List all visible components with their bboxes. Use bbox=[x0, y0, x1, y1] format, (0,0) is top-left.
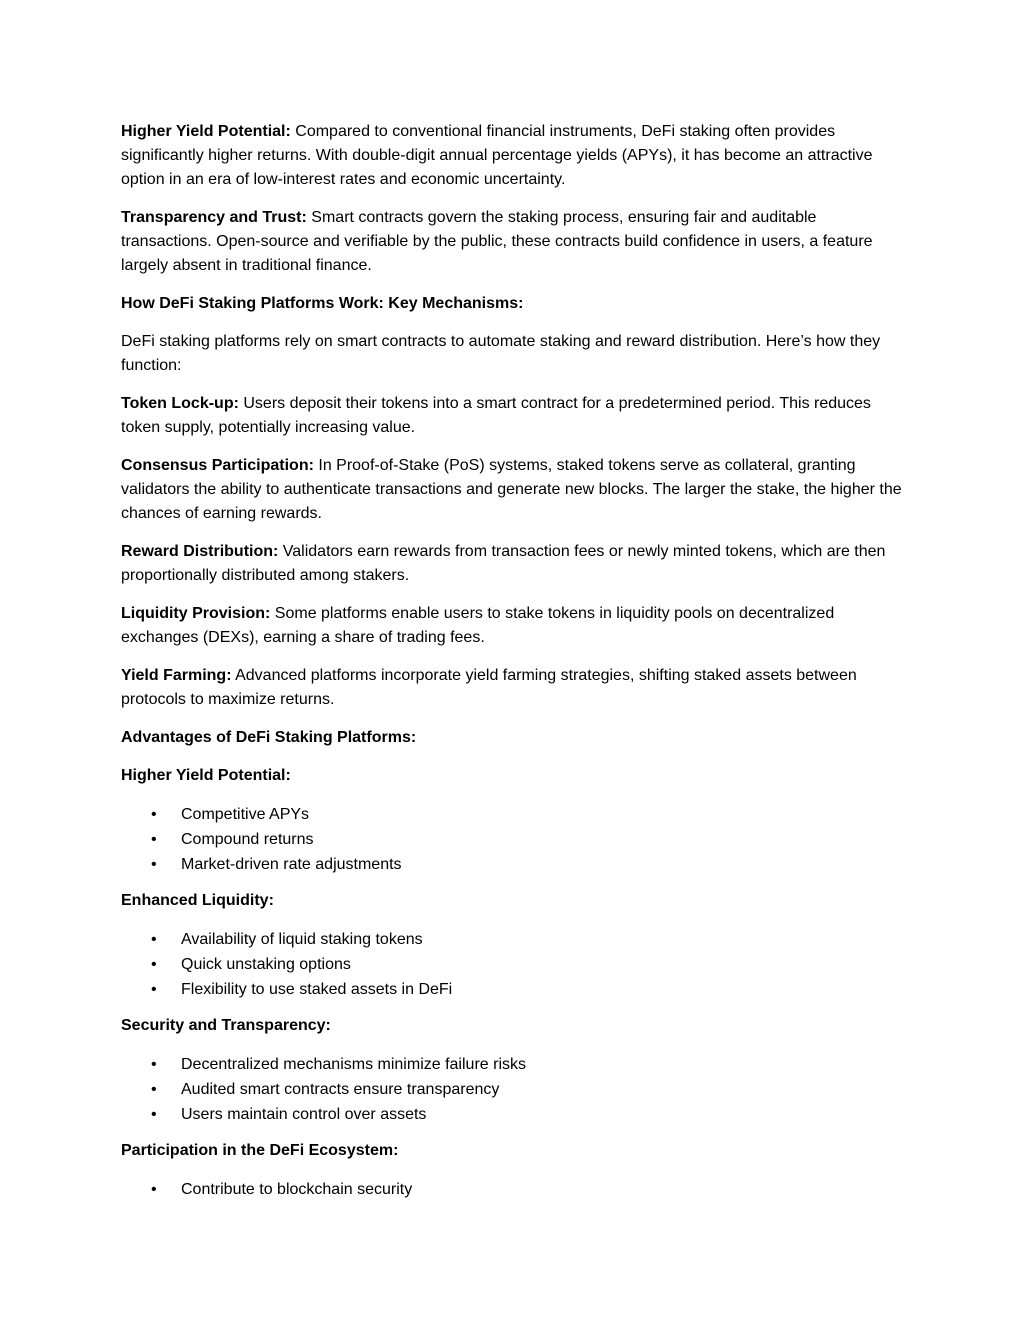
section-heading-how-it-works: How DeFi Staking Platforms Work: Key Mechanisms: bbox=[121, 295, 524, 312]
bullet-list-higher-yield bbox=[121, 802, 908, 877]
list-item-text: Quick unstaking options bbox=[181, 956, 351, 973]
subheading-defi-participation: Participation in the DeFi Ecosystem: bbox=[121, 1142, 399, 1159]
paragraph-label: Transparency and Trust: bbox=[121, 209, 307, 226]
paragraph-label: Reward Distribution: bbox=[121, 543, 279, 560]
bullet-list-enhanced-liquidity bbox=[121, 927, 908, 1002]
paragraph-text: Users deposit their tokens into a smart contract for a predetermined period. This reduces token supply, potentially increasing value. bbox=[121, 395, 871, 436]
list-item-text: Flexibility to use staked assets in DeFi bbox=[181, 981, 453, 998]
list-item-text: Competitive APYs bbox=[181, 806, 310, 823]
paragraph-reward-distribution bbox=[121, 540, 908, 588]
list-item bbox=[121, 1077, 908, 1102]
paragraph-text: In Proof-of-Stake (PoS) systems, staked tokens serve as collateral, granting validators the ability to authenticate transactions and generate new blocks. The larger the stake, the higher the chances of earning rewards. bbox=[121, 457, 902, 522]
bullet-icon: • bbox=[151, 1056, 157, 1073]
paragraph-text: Advanced platforms incorporate yield farming strategies, shifting staked assets between protocols to maximize returns. bbox=[121, 667, 857, 708]
bullet-icon: • bbox=[151, 981, 157, 998]
paragraph-text: Validators earn rewards from transaction fees or newly minted tokens, which are then proportionally distributed among stakers. bbox=[121, 543, 886, 584]
bullet-icon: • bbox=[151, 856, 157, 873]
list-item-text: Availability of liquid staking tokens bbox=[181, 931, 423, 948]
subheading-higher-yield: Higher Yield Potential: bbox=[121, 767, 291, 784]
bullet-list-defi-participation bbox=[121, 1177, 908, 1202]
list-item bbox=[121, 827, 908, 852]
paragraph-yield-farming bbox=[121, 664, 908, 712]
paragraph-consensus bbox=[121, 454, 908, 526]
paragraph-liquidity-provision bbox=[121, 602, 908, 650]
list-item bbox=[121, 1052, 908, 1077]
list-item bbox=[121, 802, 908, 827]
bullet-icon: • bbox=[151, 806, 157, 823]
list-item bbox=[121, 927, 908, 952]
list-item-text: Decentralized mechanisms minimize failure risks bbox=[181, 1056, 526, 1073]
paragraph-text: Smart contracts govern the staking process, ensuring fair and auditable transactions. Open-source and verifiable by the public, these contracts build confidence in users, a feature largely absent in traditional finance. bbox=[121, 209, 873, 274]
bullet-icon: • bbox=[151, 1081, 157, 1098]
bullet-icon: • bbox=[151, 956, 157, 973]
bullet-icon: • bbox=[151, 1106, 157, 1123]
bullet-icon: • bbox=[151, 1181, 157, 1198]
paragraph-transparency bbox=[121, 206, 908, 278]
paragraph-text: Some platforms enable users to stake tokens in liquidity pools on decentralized exchanges (DEXs), earning a share of trading fees. bbox=[121, 605, 835, 646]
bullet-icon: • bbox=[151, 931, 157, 948]
paragraph-label: Yield Farming: bbox=[121, 667, 232, 684]
paragraph-text: Compared to conventional financial instruments, DeFi staking often provides significantly higher returns. With double-digit annual percentage yields (APYs), it has become an attractive option in an era of low-interest rates and economic uncertainty. bbox=[121, 123, 873, 188]
paragraph-label: Consensus Participation: bbox=[121, 457, 314, 474]
list-item-text: Audited smart contracts ensure transparency bbox=[181, 1081, 500, 1098]
list-item-text: Market-driven rate adjustments bbox=[181, 856, 402, 873]
section-heading-advantages: Advantages of DeFi Staking Platforms: bbox=[121, 729, 417, 746]
paragraph-label: Higher Yield Potential: bbox=[121, 123, 291, 140]
paragraph-higher-yield bbox=[121, 120, 908, 192]
list-item bbox=[121, 852, 908, 877]
paragraph-label: Token Lock-up: bbox=[121, 395, 239, 412]
list-item bbox=[121, 977, 908, 1002]
list-item-text: Compound returns bbox=[181, 831, 314, 848]
list-item bbox=[121, 952, 908, 977]
list-item bbox=[121, 1102, 908, 1127]
paragraph-token-lockup bbox=[121, 392, 908, 440]
bullet-icon: • bbox=[151, 831, 157, 848]
list-item bbox=[121, 1177, 908, 1202]
paragraph-label: Liquidity Provision: bbox=[121, 605, 271, 622]
subheading-enhanced-liquidity: Enhanced Liquidity: bbox=[121, 892, 274, 909]
paragraph-how-intro: DeFi staking platforms rely on smart contracts to automate staking and reward distribution. Here’s how they function: bbox=[121, 333, 881, 374]
list-item-text: Users maintain control over assets bbox=[181, 1106, 427, 1123]
list-item-text: Contribute to blockchain security bbox=[181, 1181, 413, 1198]
subheading-security-transparency: Security and Transparency: bbox=[121, 1017, 331, 1034]
bullet-list-security-transparency bbox=[121, 1052, 908, 1127]
